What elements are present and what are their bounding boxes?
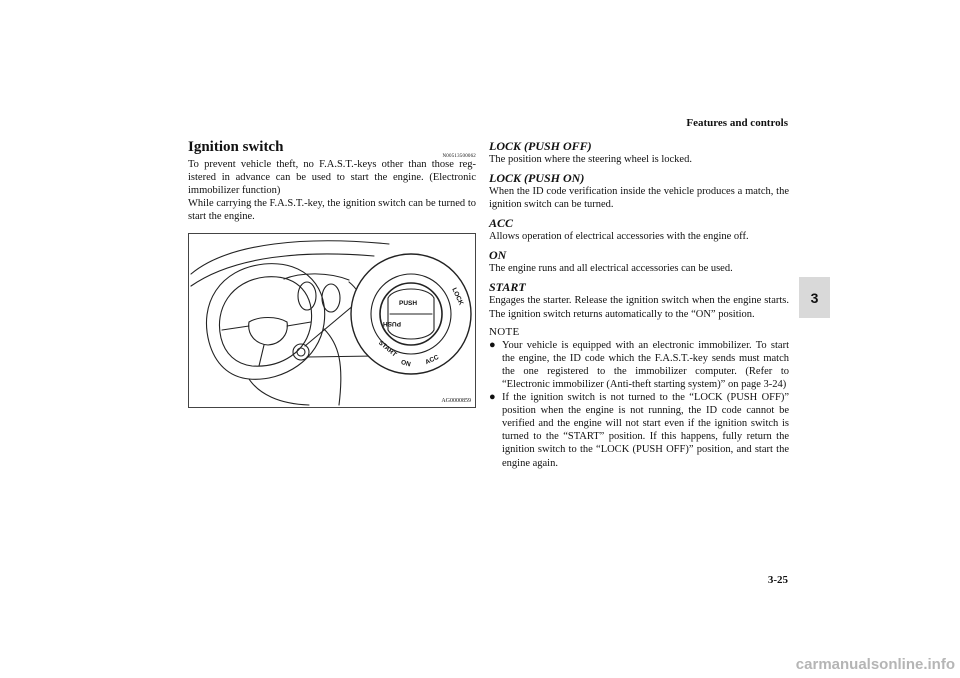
position-on [489, 248, 789, 275]
note-item [489, 391, 789, 470]
steering-spoke-right [287, 322, 311, 326]
position-acc [489, 216, 789, 243]
section-code: N00513500062 [442, 154, 476, 159]
lock-label: LOCK [450, 286, 465, 307]
on-label: ON [400, 359, 412, 369]
position-description: Allows operation of electrical accessories with the engine off. [489, 231, 749, 243]
dashboard-drawing [189, 234, 475, 407]
note-item [489, 339, 789, 391]
position-description: The position where the steering wheel is locked. [489, 154, 692, 165]
steering-wheel-inner [219, 277, 311, 366]
watermark: carmanualsonline.info [795, 656, 955, 673]
callout-line-bottom [307, 356, 375, 357]
position-lock-push-off [489, 139, 789, 166]
switch-location-inner [297, 348, 305, 356]
push-label-top: PUSH [399, 300, 418, 307]
right-column [489, 139, 789, 470]
position-description: The engine runs and all electrical accessories can be used. [489, 263, 733, 275]
push-label-bottom: PUSH [382, 320, 401, 327]
section-title-row [188, 138, 476, 158]
position-term: ON [489, 248, 507, 263]
steering-spoke-left [222, 326, 249, 330]
steering-hub [249, 318, 288, 346]
acc-label: ACC [424, 353, 441, 367]
cluster-hood [284, 274, 349, 280]
position-lock-push-on [489, 171, 789, 211]
position-description: When the ID code verification inside the vehicle produces a match, the ignition switch can be turned. [489, 186, 789, 211]
section-title: Ignition switch [188, 139, 284, 155]
start-label: START [376, 339, 398, 359]
position-term: ACC [489, 216, 514, 231]
note-text: Your vehicle is equipped with an electronic immobilizer. To start the engine, the ID code which the F.A.S.T.-key sends must match the one registered to the immobilizer computer. (Refer to “Electronic immobilizer (Anti-theft starting system)” on page 3-24) [502, 339, 789, 390]
steering-column [249, 379, 309, 405]
position-description: Engages the starter. Release the ignition switch when the engine starts. The ignition switch returns automatically to the “ON” position. [489, 295, 789, 320]
page-number: 3-25 [767, 574, 788, 586]
carry-key-paragraph: While carrying the F.A.S.T.-key, the ignition switch can be turned to start the engine. [188, 198, 476, 223]
intro-paragraph: To prevent vehicle theft, no F.A.S.T.-keys other than those reg-istered in advance can be used to start the engine. (Electronic immobilizer function) [188, 159, 476, 197]
dash-top-inner-line [191, 254, 374, 286]
bullet-icon: ● [489, 391, 496, 404]
note-label: NOTE [489, 325, 520, 338]
chapter-tab: 3 [799, 277, 830, 318]
steering-wheel-outer [206, 264, 324, 380]
dash-lower-line [324, 329, 341, 405]
note-text: If the ignition switch is not turned to the “LOCK (PUSH OFF)” position when the engine is not running, the ID code cannot be verified and the engine will not start even if the ignition switch is turned to the “START” position. If this happens, fully return the ignition switch to the “LOCK (PUSH OFF)” position, and start the engine again. [502, 392, 789, 469]
position-term: LOCK (PUSH OFF) [489, 139, 592, 153]
bullet-icon: ● [489, 338, 496, 351]
figure-code: AG0000859 [441, 398, 471, 404]
steering-spoke-bottom [259, 345, 264, 366]
running-header: Features and controls [686, 117, 788, 129]
ignition-switch-illustration [188, 233, 476, 408]
dash-top-line [191, 241, 389, 274]
gauge-right [322, 284, 340, 312]
position-start [489, 280, 789, 320]
left-column [188, 138, 476, 223]
position-term: LOCK (PUSH ON) [489, 171, 585, 186]
position-term: START [489, 280, 526, 295]
